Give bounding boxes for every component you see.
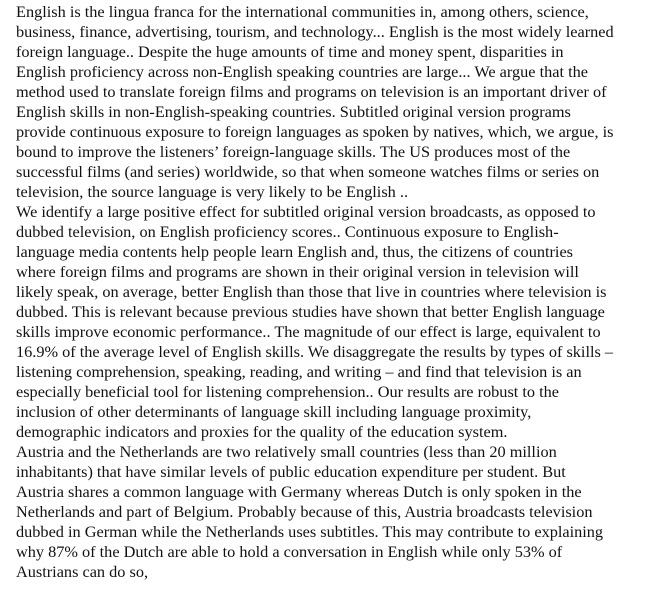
text-line: why 87% of the Dutch are able to hold a conversation in English while only 53% of xyxy=(16,542,563,561)
text-line: television, the source language is very likely to be English .. xyxy=(16,182,409,201)
text-line: provide continuous exposure to foreign languages as spoken by natives, which, we argue, is xyxy=(16,122,614,141)
text-line: English proficiency across non-English speaking countries are large... We argue that the xyxy=(16,62,588,81)
text-line: language media contents help people learn English and, thus, the citizens of countries xyxy=(16,242,574,261)
text-line: English skills in non-English-speaking countries. Subtitled original version programs xyxy=(16,102,571,121)
text-line: We identify a large positive effect for subtitled original version broadcasts, as opposed to xyxy=(16,202,596,221)
text-line: successful films (and series) worldwide, so that when someone watches films or series on xyxy=(16,162,600,181)
text-line: English is the lingua franca for the international communities in, among others, science, xyxy=(16,2,589,21)
text-line: Austrians can do so, xyxy=(16,562,149,581)
text-line: demographic indicators and proxies for the quality of the education system. xyxy=(16,422,508,441)
text-line: inclusion of other determinants of language skill including language proximity, xyxy=(16,402,532,421)
text-line: dubbed in German while the Netherlands uses subtitles. This may contribute to explaining xyxy=(16,522,604,541)
text-line: Austria and the Netherlands are two relatively small countries (less than 20 million xyxy=(16,442,557,461)
text-line: Netherlands and part of Belgium. Probably because of this, Austria broadcasts television xyxy=(16,502,593,521)
text-line: bound to improve the listeners’ foreign-language skills. The US produces most of the xyxy=(16,142,571,161)
paragraph-3 xyxy=(4,442,649,582)
text-line: foreign language.. Despite the huge amounts of time and money spent, disparities in xyxy=(16,42,564,61)
text-line: business, finance, advertising, tourism, and technology... English is the most widely learned xyxy=(16,22,614,41)
text-line: dubbed. This is relevant because previous studies have shown that better English language xyxy=(16,302,605,321)
text-line: Austria shares a common language with Germany whereas Dutch is only spoken in the xyxy=(16,482,582,501)
text-line: listening comprehension, speaking, reading, and writing – and find that television is an xyxy=(16,362,582,381)
text-line: method used to translate foreign films and programs on television is an important driver of xyxy=(16,82,607,101)
text-line: 16.9% of the average level of English skills. We disaggregate the results by types of skills – xyxy=(16,342,614,361)
text-line: skills improve economic performance.. The magnitude of our effect is large, equivalent to xyxy=(16,322,601,341)
text-line: where foreign films and programs are shown in their original version in television will xyxy=(16,262,579,281)
text-line: especially beneficial tool for listening comprehension.. Our results are robust to the xyxy=(16,382,560,401)
paragraph-1 xyxy=(4,2,649,202)
text-line: dubbed television, on English proficiency scores.. Continuous exposure to English- xyxy=(16,222,559,241)
text-line: likely speak, on average, better English than those that live in countries where television is xyxy=(16,282,607,301)
text-line: inhabitants) that have similar levels of public education expenditure per student. But xyxy=(16,462,566,481)
paragraph-2 xyxy=(4,202,649,442)
